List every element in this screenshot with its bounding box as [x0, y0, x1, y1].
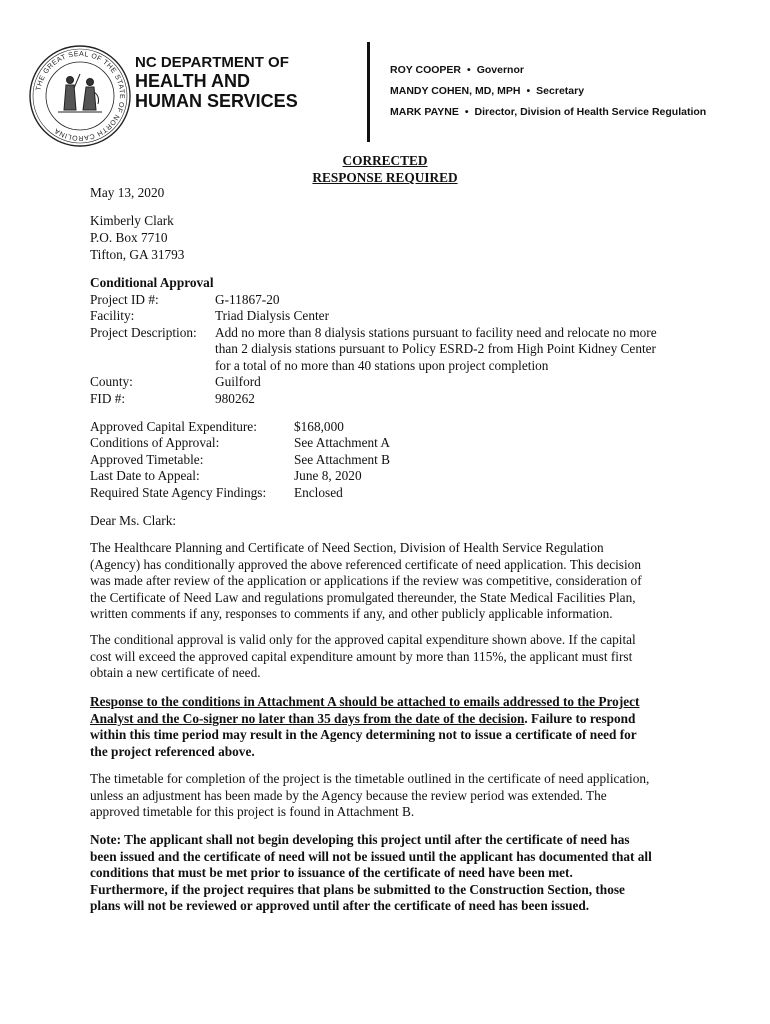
- project-description-label: Project Description:: [90, 325, 197, 340]
- fid-value: 980262: [215, 391, 255, 406]
- conditional-approval-heading: Conditional Approval: [90, 275, 214, 290]
- nc-state-seal-icon: [28, 44, 132, 148]
- project-description-line-2: than 2 dialysis stations pursuant to Policy ESRD-2 from High Point Kidney Center: [215, 341, 656, 356]
- response-required-heading: RESPONSE REQUIRED: [312, 170, 458, 185]
- official-director: MARK PAYNE • Director, Division of Health Service Regulation: [390, 106, 707, 118]
- project-description-line-1: Add no more than 8 dialysis stations pursuant to facility need and relocate no more: [215, 325, 657, 340]
- timetable-label: Approved Timetable:: [90, 452, 204, 467]
- official-governor: ROY COOPER • Governor: [390, 64, 524, 76]
- salutation: Dear Ms. Clark:: [90, 513, 177, 528]
- svg-text:THE GREAT SEAL OF THE STATE OF: [35, 51, 125, 141]
- letterhead-divider: [367, 42, 370, 142]
- appeal-date-label: Last Date to Appeal:: [90, 468, 200, 483]
- capital-expenditure-value: $168,000: [294, 419, 344, 434]
- appeal-date-value: June 8, 2020: [294, 468, 362, 483]
- conditions-label: Conditions of Approval:: [90, 435, 220, 450]
- project-id-label: Project ID #:: [90, 292, 159, 307]
- fid-label: FID #:: [90, 391, 126, 406]
- paragraph-note: Note: The applicant shall not begin developing this project until after the certificate of need has been issued and the certificate of need will not be issued until the applicant has documented that all conditions that must be met prior to issuance of the certificate of need have been met. Furthermore, if the project requires that plans be submitted to the Construction Section, those plans will not be reviewed or approved until after the certificate of need has been issued.: [90, 832, 652, 914]
- paragraph-validity: The conditional approval is valid only for the approved capital expenditure shown above. If the capital cost will exceed the approved capital expenditure amount by more than 115%, the applicant must first obtain a new certificate of need.: [90, 632, 636, 681]
- recipient-name: Kimberly Clark: [90, 213, 174, 228]
- officials-list: [390, 64, 706, 127]
- corrected-heading: CORRECTED: [342, 153, 428, 168]
- conditions-value: See Attachment A: [294, 435, 391, 450]
- findings-label: Required State Agency Findings:: [90, 485, 267, 500]
- department-line-2: HEALTH AND: [135, 71, 250, 91]
- county-value: Guilford: [215, 374, 261, 389]
- paragraph-approval: The Healthcare Planning and Certificate of Need Section, Division of Health Service Regulation (Agency) has conditionally approved the above referenced certificate of need application. This decision was made after review of the application or applications if the review was competitive, consideration of the Certificate of Need Law and regulations promulgated thereunder, the State Medical Facilities Plan, written comments if any, responses to comments if any, and other publicly applicable information.: [90, 540, 642, 622]
- project-id-value: G-11867-20: [215, 292, 280, 307]
- capital-expenditure-label: Approved Capital Expenditure:: [90, 419, 257, 434]
- recipient-address-1: P.O. Box 7710: [90, 230, 168, 245]
- paragraph-timetable: The timetable for completion of the project is the timetable outlined in the certificate of need application, unless an adjustment has been made by the Agency because the review period was extended. The approved timetable for this project is found in Attachment B.: [90, 771, 650, 820]
- project-description-line-3: for a total of no more than 40 stations upon project completion: [215, 358, 549, 373]
- findings-value: Enclosed: [294, 485, 343, 500]
- letter-date: May 13, 2020: [90, 185, 165, 200]
- official-secretary: MANDY COHEN, MD, MPH • Secretary: [390, 85, 585, 97]
- facility-label: Facility:: [90, 308, 135, 323]
- department-name: [135, 54, 298, 111]
- department-line-3: HUMAN SERVICES: [135, 91, 298, 111]
- county-label: County:: [90, 374, 133, 389]
- department-line-1: NC DEPARTMENT OF: [135, 54, 289, 71]
- paragraph-response-conditions: Response to the conditions in Attachment A should be attached to emails addressed to the Project Analyst and the Co-signer no later than 35 days from the date of the decision. Failure to respond within this time period may result in the Agency determining not to issue a certificate of need for the project referenced above.: [90, 694, 640, 759]
- recipient-address-2: Tifton, GA 31793: [90, 247, 185, 262]
- facility-value: Triad Dialysis Center: [215, 308, 330, 323]
- seal-text: THE GREAT SEAL OF THE STATE OF NORTH CAROLINA: [35, 50, 126, 142]
- timetable-value: See Attachment B: [294, 452, 391, 467]
